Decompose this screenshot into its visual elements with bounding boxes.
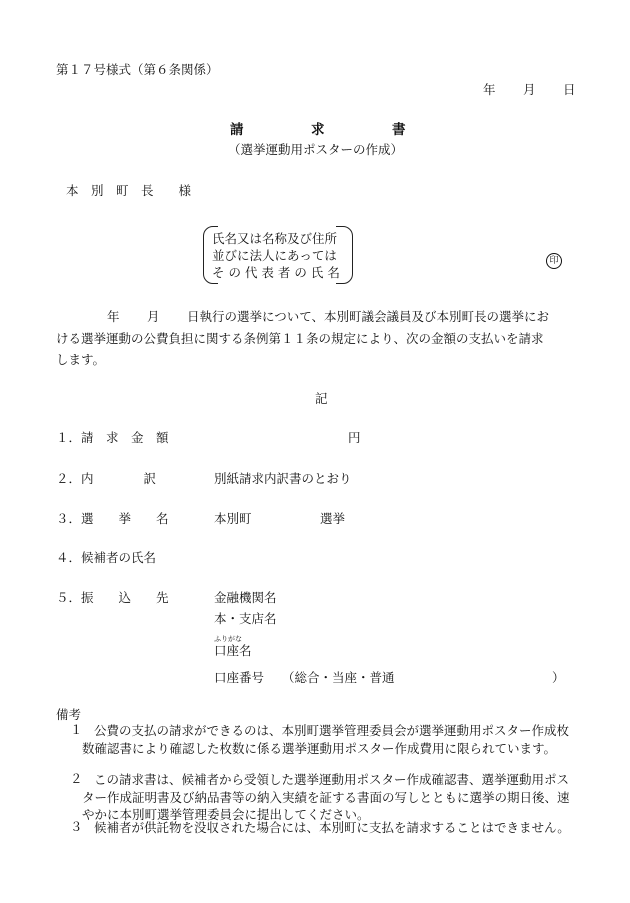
branch-label: 本・支店名 [214,611,277,626]
note-3-number: ３ [70,819,83,834]
intro-line-2: ける選挙運動の公費負担に関する条例第１１条の規定により、次の金額の支払いを請求 [56,331,544,346]
applicant-line-3: そ の 代 表 者 の 氏 名 [212,265,340,280]
account-name-label: 口座名 [214,643,252,658]
addressee: 本 別 町 長 様 [66,183,192,198]
note-3-text: 候補者が供託物を没収された場合には、本別町に支払を請求することはできません。 [94,820,570,835]
note-2-text: この請求書は、候補者から受領した選挙運動用ポスター作成確認書、選挙運動用ポスター作成証明書及び納品書等の納入実績を証する書面の写しとともに選挙の期日後、速やかに本別町選挙管理委員会に提出してください。 [82,772,570,822]
item-1-label: １．請 求 金 額 [56,430,169,445]
form-number: 第１７号様式（第６条関係） [56,62,219,77]
item-1-unit: 円 [348,430,361,445]
intro-month: 月 [147,309,160,324]
ki-heading: 記 [315,391,328,406]
note-1-text: 公費の支払の請求ができるのは、本別町選挙管理委員会が選挙運動用ポスター作成枚数確認書により確認した枚数に係る選挙運動用ポスター作成費用に限られています。 [82,723,570,756]
date-month: 月 [523,82,536,97]
applicant-line-2: 並びに法人にあっては [212,248,337,263]
item-4-label: ４．候補者の氏名 [56,550,157,565]
document-subtitle: （選挙運動用ポスターの作成） [228,142,404,157]
intro-text: 日執行の選挙について、本別町議会議員及び本別町長の選挙にお [187,309,550,324]
document-title: 請 求 書 [230,122,406,138]
account-number-label: 口座番号 [214,670,265,685]
item-3-election: 選挙 [320,511,346,526]
item-3-label: ３．選 挙 名 [56,511,169,526]
intro-line-3: します。 [56,352,106,367]
account-types-close: ） [552,670,565,685]
notes-heading: 備考 [56,707,82,722]
applicant-label [212,230,340,281]
furigana-label: ふりがな [214,635,242,643]
item-2-value: 別紙請求内訳書のとおり [214,471,352,486]
item-2-label: ２．内 訳 [56,471,157,486]
date-day: 日 [563,82,576,97]
seal-icon: 印 [546,253,562,269]
account-types: （総合・当座・普通 [282,670,395,685]
intro-year: 年 [107,309,120,324]
note-1-number: １ [70,722,83,737]
seal-mark [546,251,562,269]
note-2-number: ２ [70,771,83,786]
applicant-line-1: 氏名又は名称及び住所 [212,231,338,246]
bank-name-label: 金融機関名 [214,590,277,605]
item-3-town: 本別町 [214,511,252,526]
item-5-label: ５．振 込 先 [56,590,169,605]
date-year: 年 [483,82,496,97]
